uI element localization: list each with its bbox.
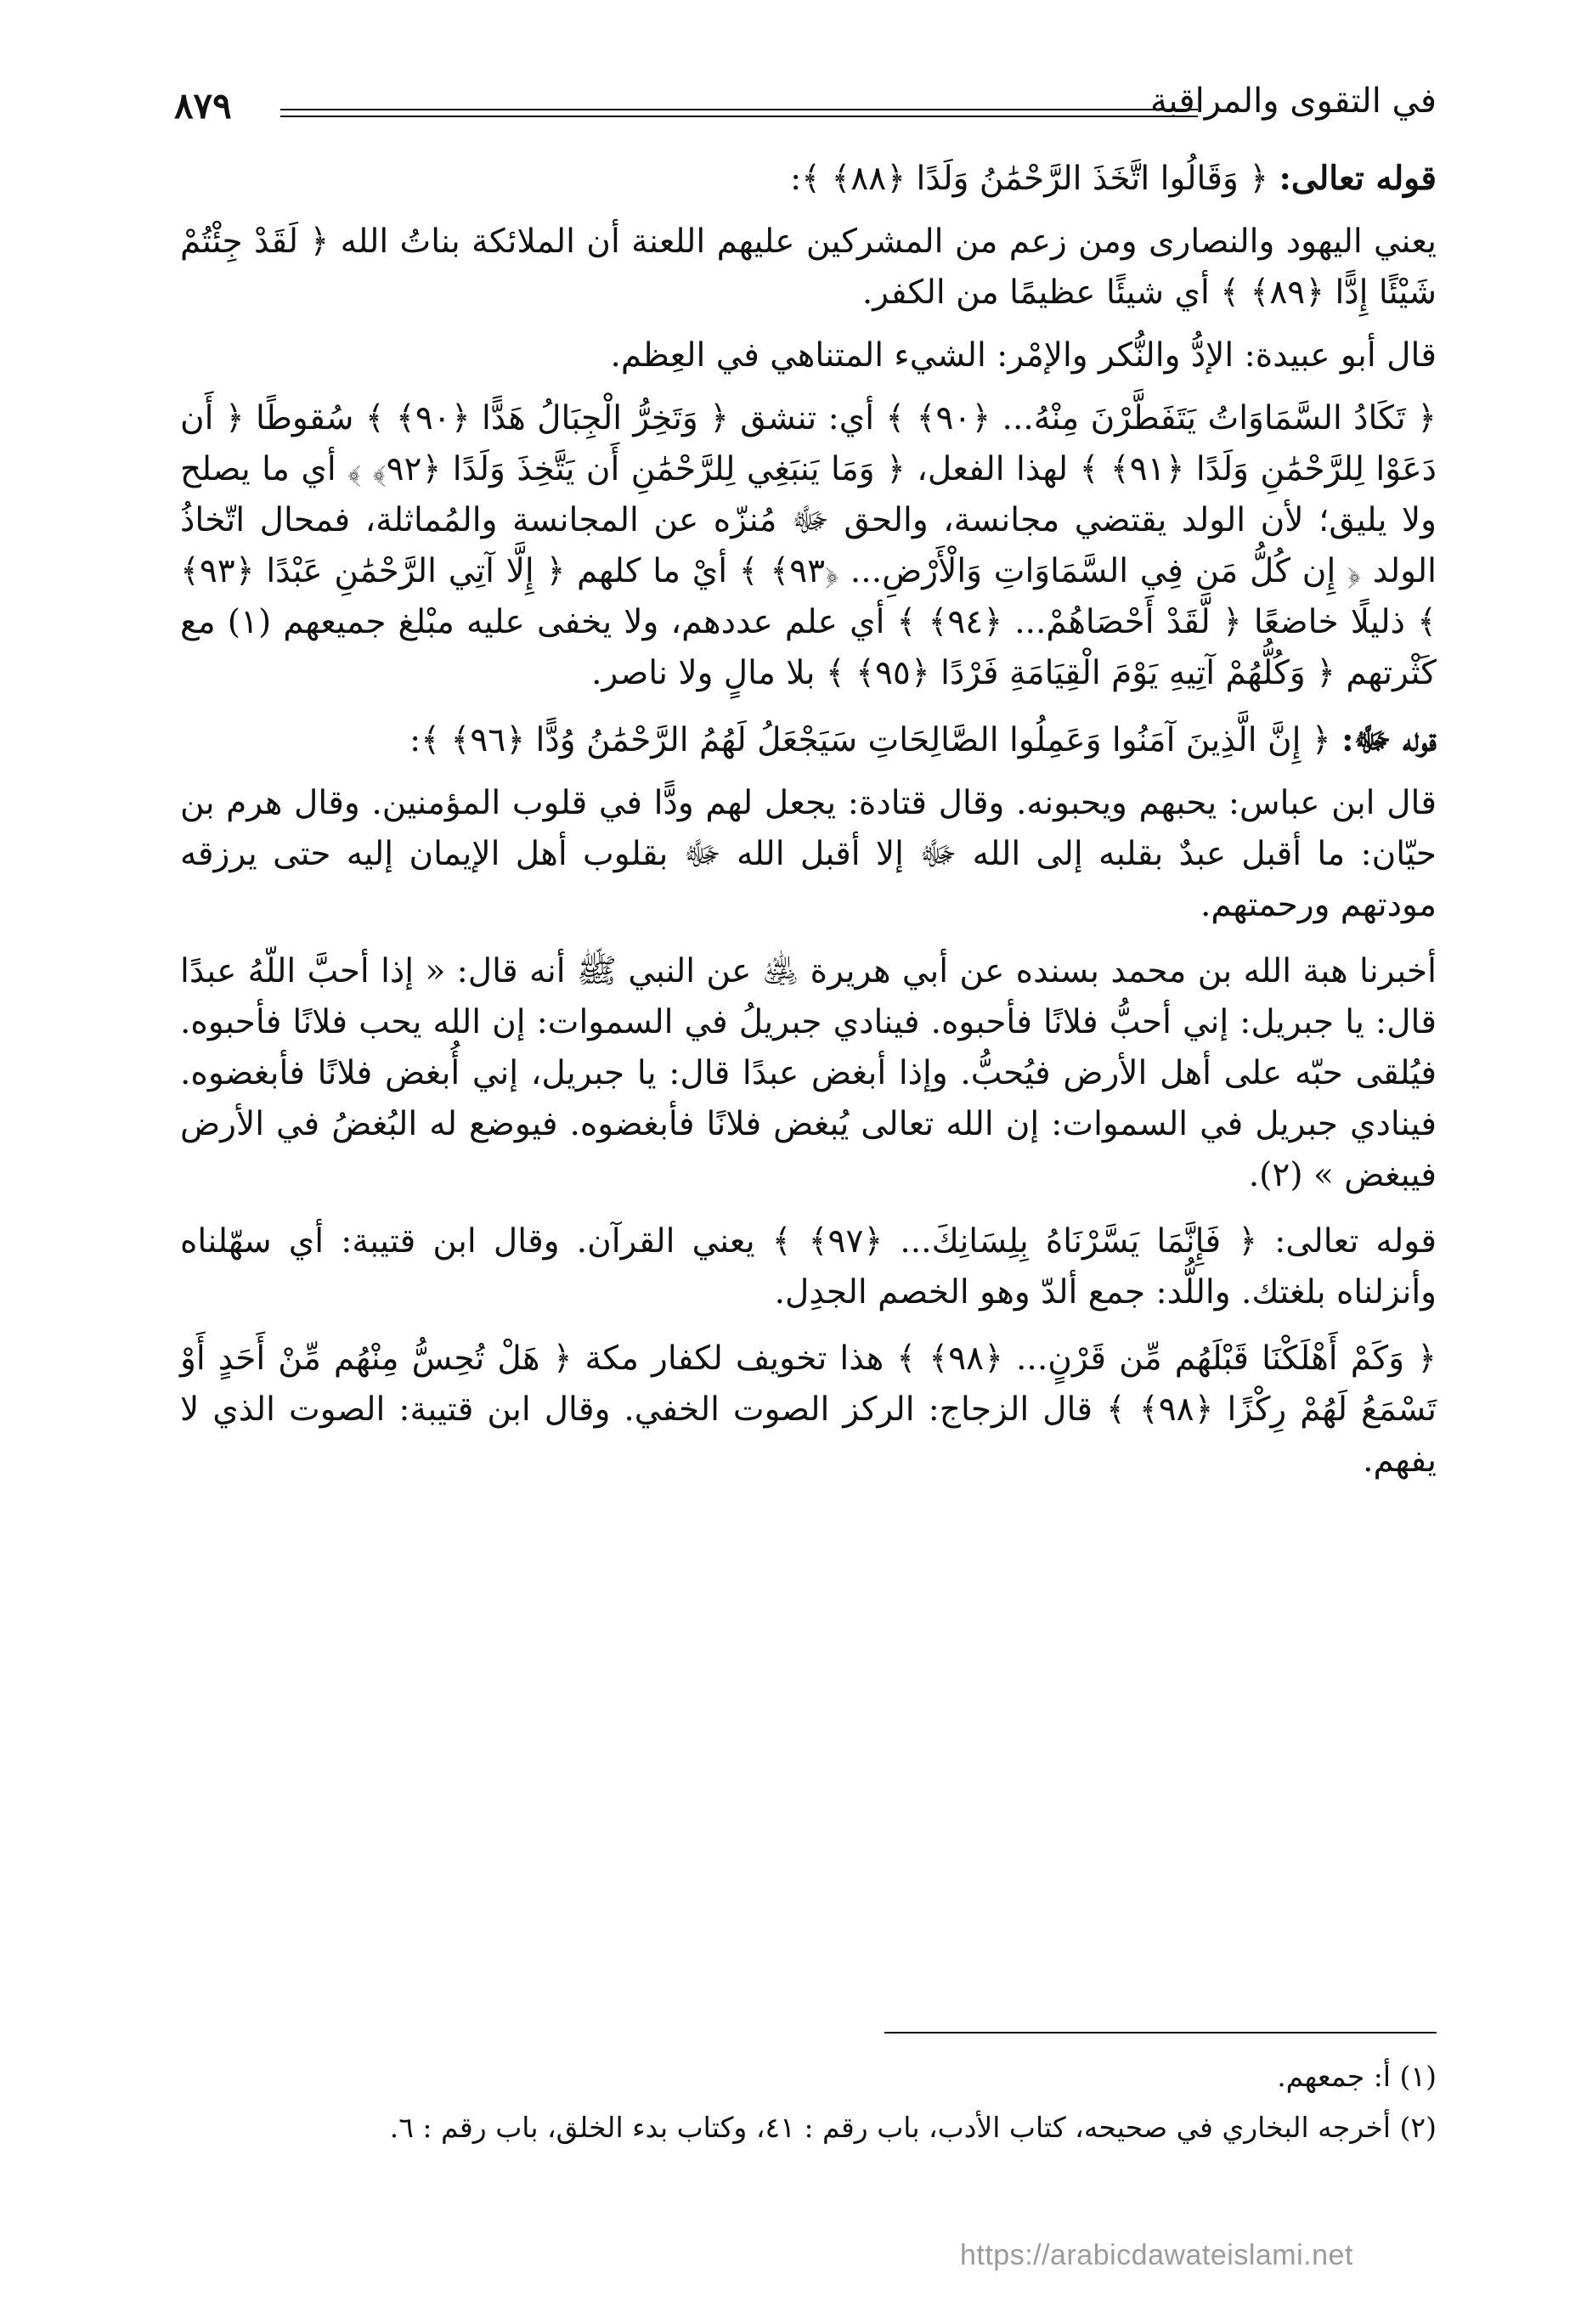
paragraph bbox=[180, 946, 1437, 1201]
paragraph-text: أخبرنا هبة الله بن محمد بسنده عن أبي هريرة ﵁ عن النبي ﷺ أنه قال: « إذا أحبَّ اللّهُ عبدًا قال: يا جبريل: إني أحبُّ فلانًا فأحبوه. فينادي جبريلُ في السموات: إن الله يحب فلانًا فأحبوه. فيُلقى حبّه على أهل الأرض فيُحبُّ. وإذا أبغض عبدًا قال: يا جبريل، إني أُبغض فلانًا فأبغضوه. فينادي جبريل في السموات: إن الله تعالى يُبغض فلانًا فأبغضوه. فيوضع له البُغضُ في الأرض فيبغض » (٢). bbox=[180, 952, 1437, 1194]
paragraph-text: ﴿ وَقَالُوا اتَّخَذَ الرَّحْمَٰنُ وَلَدًا ﴿٨٨﴾ ﴾: bbox=[790, 160, 1269, 198]
paragraph-text: قال أبو عبيدة: الإدُّ والنُّكر والإمْر: الشيء المتناهي في العِظم. bbox=[610, 336, 1437, 375]
paragraph bbox=[180, 778, 1437, 931]
footnote-rule bbox=[884, 2032, 1437, 2034]
paragraph-text: يعني اليهود والنصارى ومن زعم من المشركين عليهم اللعنة أن الملائكة بناتُ الله ﴿ لَقَدْ جِئْتُمْ شَيْئًا إِدًّا ﴿٨٩﴾ ﴾ أي شيئًا عظيمًا من الكفر. bbox=[180, 223, 1437, 312]
watermark-url: https://arabicdawateislami.net bbox=[960, 2239, 1353, 2271]
main-text bbox=[180, 153, 1437, 1498]
paragraph bbox=[180, 714, 1437, 766]
page-number: ٨٧٩ bbox=[174, 85, 232, 127]
paragraph-text: ﴿ تَكَادُ السَّمَاوَاتُ يَتَفَطَّرْنَ مِنْهُ... ﴿٩٠﴾ ﴾ أي: تنشق ﴿ وَتَخِرُّ الْجِبَالُ هَدًّا ﴿٩٠﴾ ﴾ سُقوطًا ﴿ أَن دَعَوْا لِلرَّحْمَٰنِ وَلَدًا ﴿٩١﴾ ﴾ لهذا الفعل، ﴿ وَمَا يَنبَغِي لِلرَّحْمَٰنِ أَن يَتَّخِذَ وَلَدًا ﴿٩٢﴾ ﴾ أي ما يصلح ولا يليق؛ لأن الولد يقتضي مجانسة، والحق ﷻ مُنزّه عن المجانسة والمُماثلة، فمحال اتّخاذُ الولد ﴿ إِن كُلُّ مَن فِي السَّمَاوَاتِ وَالْأَرْضِ... ﴿٩٣﴾ ﴾ أيْ ما كلهم ﴿ إِلَّا آتِي الرَّحْمَٰنِ عَبْدًا ﴿٩٣﴾ ﴾ ذليلًا خاضعًا ﴿ لَّقَدْ أَحْصَاهُمْ... ﴿٩٤﴾ ﴾ أي علم عددهم، ولا يخفى عليه مبْلغ جميعهم (١) مع كَثْرتهم ﴿ وَكُلُّهُمْ آتِيهِ يَوْمَ الْقِيَامَةِ فَرْدًا ﴿٩٥﴾ ﴾ بلا مالٍ ولا ناصر. bbox=[180, 399, 1437, 692]
header-rule bbox=[280, 116, 1198, 117]
paragraph-label: قوله تعالى: bbox=[1279, 159, 1437, 198]
footnotes bbox=[180, 2056, 1437, 2158]
paragraph-text: ﴿ وَكَمْ أَهْلَكْنَا قَبْلَهُم مِّن قَرْنٍ... ﴿٩٨﴾ ﴾ هذا تخويف لكفار مكة ﴿ هَلْ تُحِسُّ مِنْهُم مِّنْ أَحَدٍ أَوْ تَسْمَعُ لَهُمْ رِكْزًا ﴿٩٨﴾ ﴾ قال الزجاج: الركز الصوت الخفي. وقال ابن قتيبة: الصوت الذي لا يفهم. bbox=[180, 1340, 1437, 1480]
paragraph-text: قال ابن عباس: يحبهم ويحبونه. وقال قتادة: يجعل لهم ودًّا في قلوب المؤمنين. وقال هرم بن حيّان: ما أقبل عبدٌ بقلبه إلى الله ﷻ إلا أقبل الله ﷻ بقلوب أهل الإيمان إليه حتى يرزقه مودتهم ورحمتهم. bbox=[180, 784, 1437, 924]
footnote: (١) أ: جمعهم. bbox=[1277, 2060, 1437, 2093]
paragraph bbox=[180, 330, 1437, 381]
paragraph-label: قوله ﷻ: bbox=[1341, 720, 1437, 759]
footnote: (٢) أخرجه البخاري في صحيحه، كتاب الأدب، باب رقم : ٤١، وكتاب بدء الخلق، باب رقم : ٦. bbox=[389, 2111, 1437, 2144]
paragraph bbox=[180, 153, 1437, 205]
paragraph-text: قوله تعالى: ﴿ فَإِنَّمَا يَسَّرْنَاهُ بِلِسَانِكَ... ﴿٩٧﴾ ﴾ يعني القرآن. وقال ابن قتيبة: أي سهّلناه وأنزلناه بلغتك. واللُّد: جمع ألدّ وهو الخصم الجدِل. bbox=[180, 1222, 1437, 1311]
paragraph bbox=[180, 1334, 1437, 1486]
header-rule bbox=[280, 109, 1198, 110]
paragraph bbox=[180, 1216, 1437, 1318]
paragraph bbox=[180, 393, 1437, 699]
running-header-title: في التقوى والمراقبة bbox=[1149, 82, 1437, 121]
paragraph bbox=[180, 217, 1437, 319]
paragraph-text: ﴿ إِنَّ الَّذِينَ آمَنُوا وَعَمِلُوا الصَّالِحَاتِ سَيَجْعَلُ لَهُمُ الرَّحْمَٰنُ وُدًّا ﴿٩٦﴾ ﴾: bbox=[409, 721, 1331, 759]
